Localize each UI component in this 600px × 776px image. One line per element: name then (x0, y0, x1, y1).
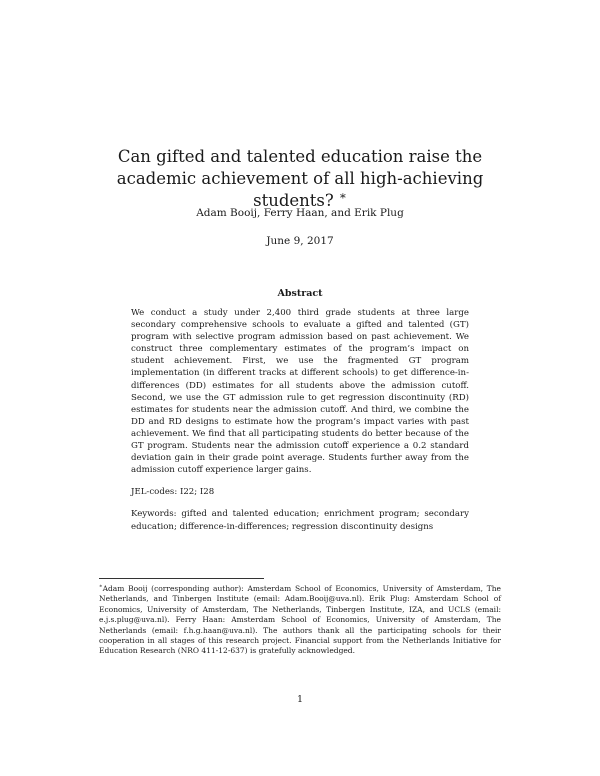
title-footnote-marker[interactable]: ∗ (339, 188, 347, 203)
footnote-marker: ∗ (99, 583, 103, 590)
abstract-paragraph: We conduct a study under 2,400 third grade students at three large secondary comprehensive schools to evaluate a gifted and talented (GT) program with selective program admission based on past achievement. We construct three complementary estimates of the program’s impact on student achievement. First, we use the fragmented GT program implementation (in different tracks at different schools) to get difference-in-differences (DD) estimates for all students above the admission cutoff. Second, we use the GT admission rule to get regression discontinuity (RD) estimates for students near the admission cutoff. And third, we combine the DD and RD designs to estimate how the program’s impact varies with past achievement. We find that all participating students do better because of the GT program. Students near the admission cutoff experience a 0.2 standard deviation gain in their grade point average. Students further away from the admission cutoff experience larger gains. (131, 308, 469, 476)
abstract-section (131, 307, 469, 543)
footnote-text: Adam Booij (corresponding author): Amsterdam School of Economics, University of Amsterdam, The Netherlands, and Tinbergen Institute (email: Adam.Booij@uva.nl). Erik Plug: Amsterdam School of Economics, University of Amsterdam, The Netherlands, Tinbergen Institute, IZA, and UCLS (email: e.j.s.plug@uva.nl). Ferry Haan: Amsterdam School of Economics, University of Amsterdam, The Netherlands (email: f.h.g.haan@uva.nl). The authors thank all the participating schools for their cooperation in all stages of this research project. Financial support from the Netherlands Initiative for Education Research (NRO 411-12-637) is gratefully acknowledged. (99, 584, 501, 656)
keywords: Keywords: gifted and talented education; enrichment program; secondary education; difference-in-differences; regression discontinuity designs (131, 509, 469, 532)
publication-date: June 9, 2017 (266, 235, 334, 247)
page-number: 1 (296, 694, 304, 705)
footnote (99, 584, 501, 657)
footnote-divider (99, 578, 264, 579)
author-list: Adam Booij, Ferry Haan, and Erik Plug (196, 207, 404, 219)
paper-title-text: Can gifted and talented education raise the academic achievement of all high-achieving students? (116, 147, 484, 210)
paper-title (80, 146, 520, 212)
abstract-heading: Abstract (277, 288, 323, 299)
jel-codes: JEL-codes: I22; I28 (131, 487, 215, 498)
